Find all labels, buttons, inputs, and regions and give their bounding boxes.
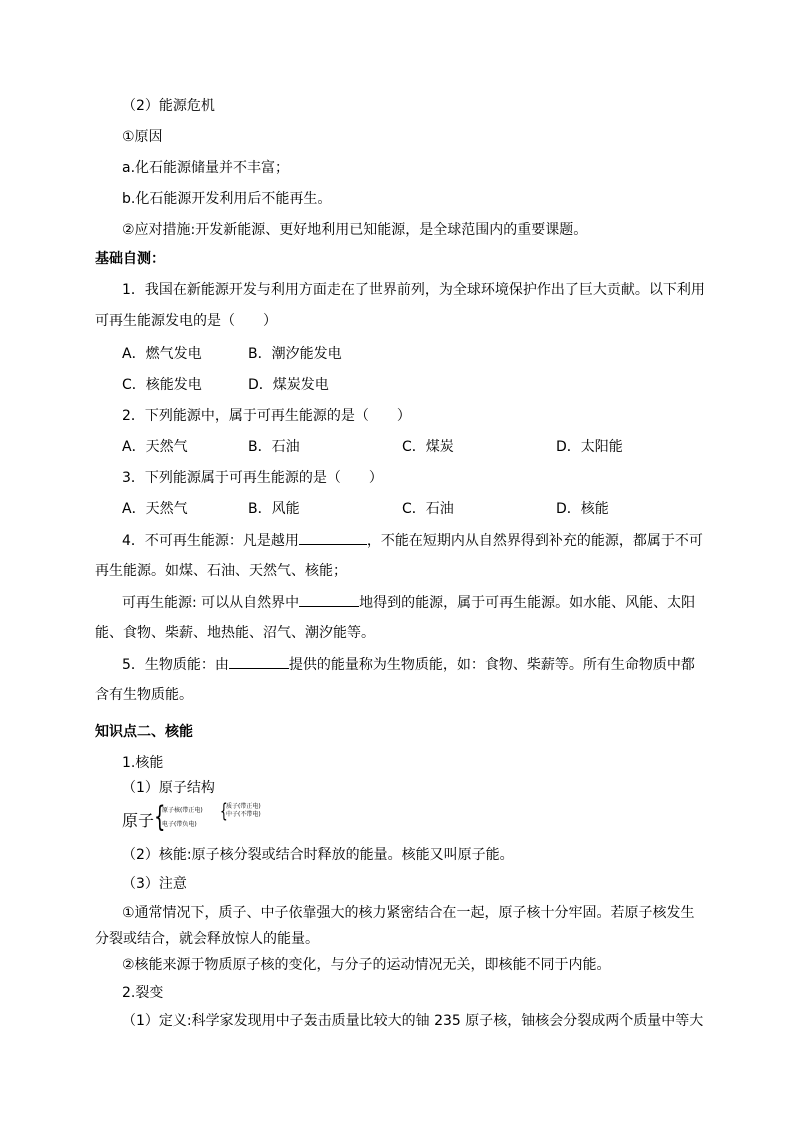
formula-atom: 原子 xyxy=(122,811,155,830)
measures: ②应对措施:开发新能源、更好地利用已知能源，是全球范围内的重要课题。 xyxy=(122,222,588,238)
energy-crisis-heading: （2）能源危机 xyxy=(122,98,215,114)
q4-text-after-blank: ，不能在短期内从自然界得到补充的能源，都属于不可 xyxy=(366,533,703,549)
self-test-title: 基础自测： xyxy=(95,251,165,267)
q2-option-a: A．天然气 xyxy=(122,439,188,455)
formula-nucleus: 原子核(带正电) xyxy=(162,807,203,814)
nuclear-label: 1.核能 xyxy=(122,755,164,771)
q4-line1 xyxy=(122,530,703,550)
q2-option-d: D．太阳能 xyxy=(556,439,623,455)
note1-line1: ①通常情况下，质子、中子依靠强大的核力紧密结合在一起，原子核十分牢固。若原子核发生 xyxy=(122,905,695,921)
q5-text-after-blank: 提供的能量称为生物质能，如：食物、柴薪等。所有生命物质中都 xyxy=(288,657,695,673)
atom-structure-formula xyxy=(122,799,322,839)
q5-text-before-blank: 5．生物质能：由 xyxy=(122,657,229,673)
q3-option-b: B．风能 xyxy=(248,501,300,517)
q4-renewable-line1 xyxy=(122,592,695,612)
q5-line2: 含有生物质能。 xyxy=(95,687,193,703)
q2-stem: 2．下列能源中，属于可再生能源的是（ ） xyxy=(122,408,411,424)
cause-a: a.化石能源储量并不丰富； xyxy=(122,160,290,176)
note-label: （3）注意 xyxy=(122,876,187,892)
cause-b: b.化石能源开发利用后不能再生。 xyxy=(122,191,332,207)
q5-line1 xyxy=(122,654,695,674)
fission-definition: （1）定义:科学家发现用中子轰击质量比较大的铀 235 原子核，铀核会分裂成两个质量中等大 xyxy=(122,1013,704,1029)
formula-electron: 电子(带负电) xyxy=(162,821,197,828)
q5-blank[interactable] xyxy=(229,654,289,669)
q4-renewable-line2: 能、食物、柴薪、地热能、沼气、潮汐能等。 xyxy=(95,625,375,641)
q2-option-b: B．石油 xyxy=(248,439,300,455)
note1-line2: 分裂或结合，就会释放惊人的能量。 xyxy=(95,931,319,947)
q4-blank-2[interactable] xyxy=(299,592,359,607)
q4-line2: 再生能源。如煤、石油、天然气、核能； xyxy=(95,563,347,579)
q1-option-d: D．煤炭发电 xyxy=(248,377,329,393)
q1-line2: 可再生能源发电的是（ ） xyxy=(95,313,277,329)
q3-option-d: D．核能 xyxy=(556,501,609,517)
nuclear-definition: （2）核能:原子核分裂或结合时释放的能量。核能又叫原子能。 xyxy=(122,847,514,863)
q1-option-c: C．核能发电 xyxy=(122,377,202,393)
q1-option-a: A．燃气发电 xyxy=(122,346,202,362)
q4-renewable-after-blank: 地得到的能源，属于可再生能源。如水能、风能、太阳 xyxy=(359,595,696,611)
q1-line1: 1．我国在新能源开发与利用方面走在了世界前列，为全球环境保护作出了巨大贡献。以下利用 xyxy=(122,282,705,298)
q3-stem: 3．下列能源属于可再生能源的是（ ） xyxy=(122,470,383,486)
atom-structure-heading: （1）原子结构 xyxy=(122,780,215,796)
note2: ②核能来源于物质原子核的变化，与分子的运动情况无关，即核能不同于内能。 xyxy=(122,957,611,973)
formula-proton: 质子(带正电) xyxy=(226,803,261,810)
formula-brace-outer: { xyxy=(154,800,166,834)
q4-blank-1[interactable] xyxy=(299,530,367,545)
section2-title: 知识点二、核能 xyxy=(95,724,193,740)
cause-label: ①原因 xyxy=(122,129,163,145)
q3-option-a: A．天然气 xyxy=(122,501,188,517)
q2-option-c: C．煤炭 xyxy=(402,439,454,455)
q4-renewable-before-blank: 可再生能源: 可以从自然界中 xyxy=(122,595,300,611)
q4-text-before-blank: 4．不可再生能源：凡是越用 xyxy=(122,533,299,549)
q3-option-c: C．石油 xyxy=(402,501,454,517)
fission-label: 2.裂变 xyxy=(122,985,164,1001)
formula-neutron: 中子(不带电) xyxy=(226,811,261,818)
formula-brace-inner: { xyxy=(220,799,228,823)
q1-option-b: B．潮汐能发电 xyxy=(248,346,342,362)
